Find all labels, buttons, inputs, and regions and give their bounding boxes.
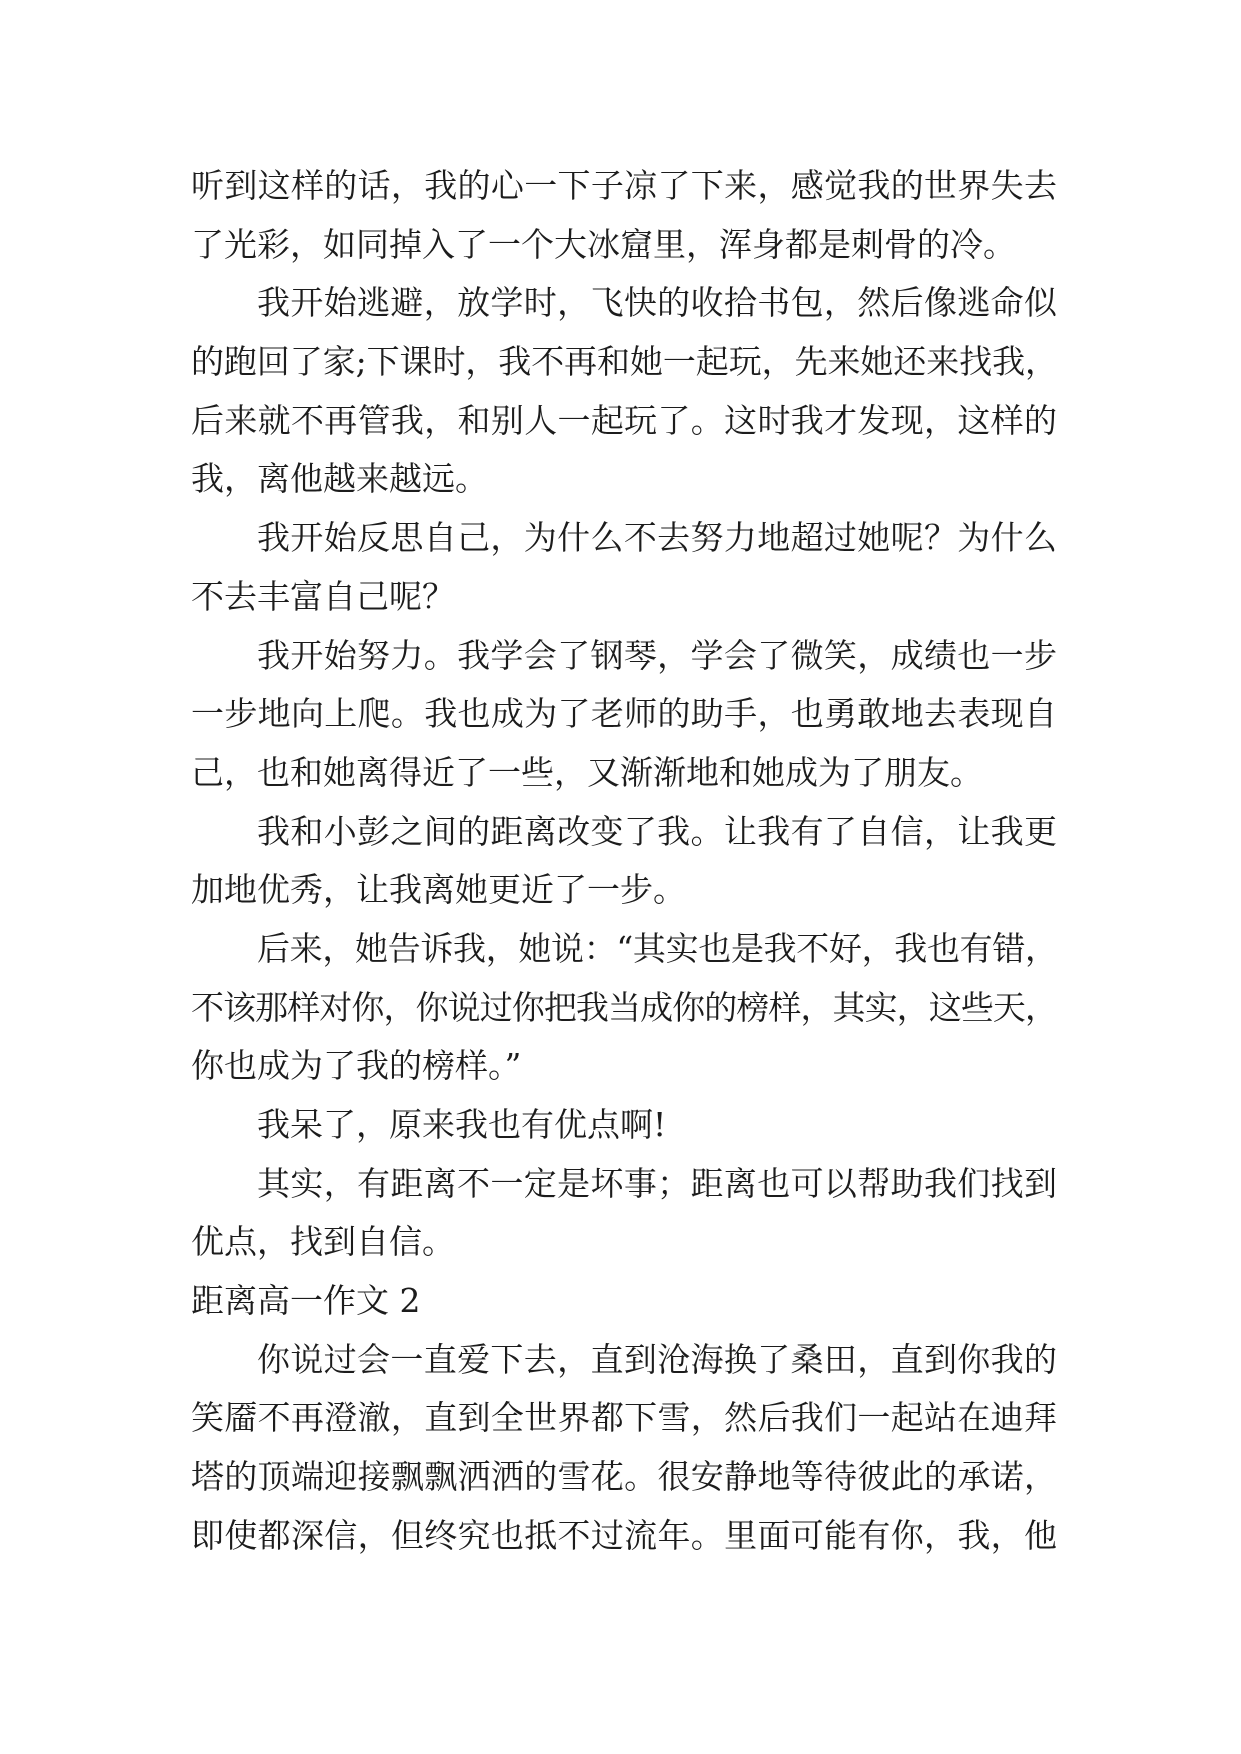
paragraph-line: 了光彩，如同掉入了一个大冰窟里，浑身都是刺骨的冷。: [191, 224, 1016, 264]
paragraph: [191, 803, 1057, 920]
paragraph-line: 后来，她告诉我，她说：“其实也是我不好，我也有错，: [257, 928, 1057, 968]
paragraph-line: 一步地向上爬。我也成为了老师的助手，也勇敢地去表现自: [191, 694, 1057, 734]
paragraph-line: 塔的顶端迎接飘飘洒洒的雪花。很安静地等待彼此的承诺，: [191, 1457, 1057, 1497]
paragraph-line: 其实，有距离不一定是坏事；距离也可以帮助我们找到: [257, 1163, 1057, 1203]
paragraph-line: 不该那样对你，你说过你把我当成你的榜样，其实，这些天，: [191, 987, 1057, 1027]
paragraph-line: 我开始逃避，放学时，飞快的收拾书包，然后像逃命似: [257, 283, 1057, 323]
paragraph-line: 加地优秀，让我离她更近了一步。: [191, 870, 686, 910]
paragraph: [191, 274, 1057, 509]
paragraph-line: 听到这样的话，我的心一下子凉了下来，感觉我的世界失去: [191, 166, 1057, 205]
paragraph: [191, 157, 1057, 274]
paragraph-line: 我开始反思自己，为什么不去努力地超过她呢？为什么: [257, 518, 1057, 558]
paragraph: [191, 627, 1057, 803]
paragraph: [191, 1096, 1057, 1155]
section-heading: 距离高一作文 2: [191, 1281, 421, 1321]
paragraph-line: 己，也和她离得近了一些，又渐渐地和她成为了朋友。: [191, 752, 983, 792]
paragraph-line: 你说过会一直爱下去，直到沧海换了桑田，直到你我的: [257, 1339, 1057, 1379]
paragraph: [191, 1155, 1057, 1272]
paragraph: [191, 509, 1057, 626]
paragraph-line: 即使都深信，但终究也抵不过流年。里面可能有你，我，他: [191, 1515, 1057, 1555]
paragraph-line: 我和小彭之间的距离改变了我。让我有了自信，让我更: [257, 811, 1057, 851]
paragraph-line: 后来就不再管我，和别人一起玩了。这时我才发现，这样的: [191, 400, 1057, 440]
paragraph-line: 我呆了，原来我也有优点啊!: [257, 1105, 667, 1144]
paragraph-line: 优点，找到自信。: [191, 1222, 455, 1262]
document-body: [191, 157, 1057, 1566]
paragraph-line: 笑靥不再澄澈，直到全世界都下雪，然后我们一起站在迪拜: [191, 1398, 1057, 1438]
paragraph-line: 你也成为了我的榜样。”: [191, 1046, 522, 1086]
paragraph-line: 不去丰富自己呢？: [191, 576, 455, 616]
paragraph: [191, 1331, 1057, 1566]
paragraph-line: 我开始努力。我学会了钢琴，学会了微笑，成绩也一步: [257, 635, 1057, 675]
paragraph-line: 的跑回了家;下课时，我不再和她一起玩，先来她还来找我，: [191, 342, 1057, 382]
paragraph-line: 我，离他越来越远。: [191, 459, 488, 499]
paragraph: [191, 920, 1057, 1096]
